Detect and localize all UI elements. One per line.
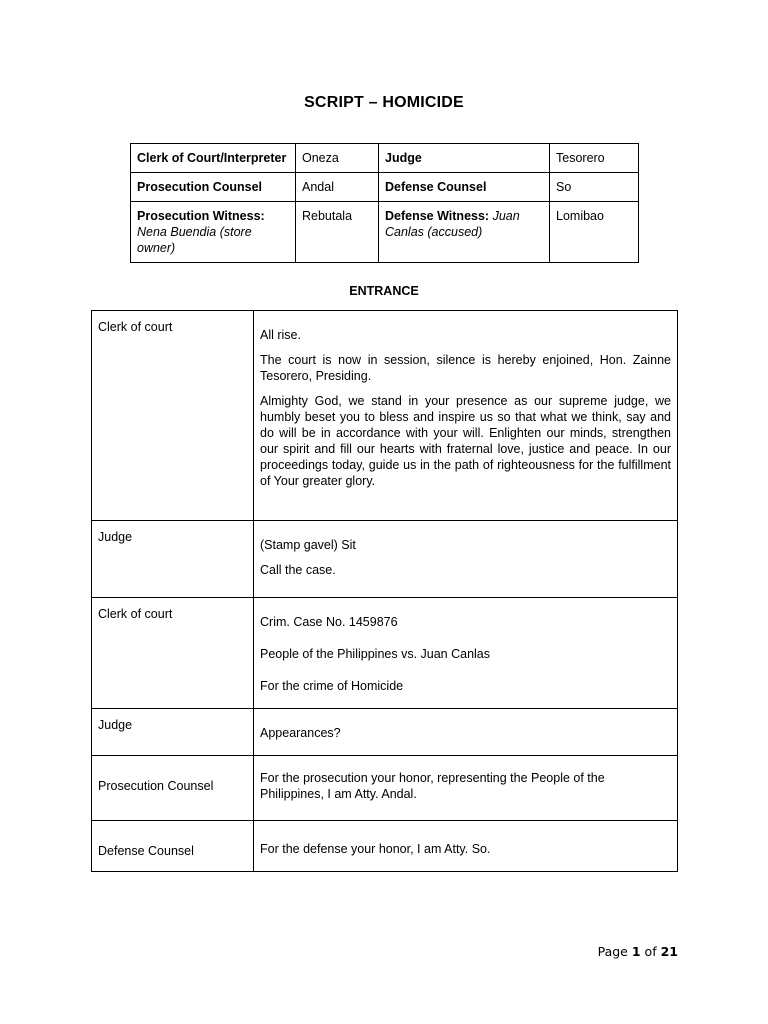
speaker-label: Prosecution Counsel: [92, 756, 254, 821]
speaker-label: Judge: [92, 521, 254, 598]
of-word: of: [644, 944, 657, 959]
cast-name: Lomibao: [550, 202, 639, 263]
speaker-label: Clerk of court: [92, 598, 254, 709]
script-row: [92, 709, 678, 756]
cast-role: Judge: [379, 144, 550, 173]
cast-role: Clerk of Court/Interpreter: [131, 144, 296, 173]
speaker-label: Judge: [92, 709, 254, 756]
script-table: [91, 310, 678, 872]
page-total: 21: [660, 944, 678, 959]
cast-role: Prosecution Witness:: [137, 209, 265, 223]
cast-role: Prosecution Counsel: [131, 173, 296, 202]
speaker-label: Clerk of court: [92, 311, 254, 521]
dialogue-line: The court is now in session, silence is hereby enjoined, Hon. Zainne Tesorero, Presiding.: [260, 353, 671, 383]
dialogue-line: For the defense your honor, I am Atty. So.: [260, 842, 491, 856]
cast-row: [131, 173, 639, 202]
script-row: [92, 311, 678, 521]
dialogue-cell: [254, 598, 678, 709]
cast-row: [131, 202, 639, 263]
cast-table: [130, 143, 639, 263]
dialogue-line: Appearances?: [260, 726, 341, 740]
cast-name: Oneza: [296, 144, 379, 173]
dialogue-line: All rise.: [260, 328, 301, 342]
dialogue-line: For the crime of Homicide: [260, 679, 404, 693]
cast-role-cell: [379, 202, 550, 263]
cast-role: Defense Witness:: [385, 209, 490, 223]
document-title: SCRIPT – HOMICIDE: [304, 94, 464, 111]
dialogue-line: Call the case.: [260, 563, 336, 577]
dialogue-line: For the prosecution your honor, representing the People of the Philippines, I am Atty. Andal.: [260, 771, 605, 801]
dialogue-line: Almighty God, we stand in your presence as our supreme judge, we humbly beset you to bless and inspire us so that what we think, say and do will be in accordance with your will. Enlighten our minds, strengthen our spirit and fill our hearts with fraternal love, justice and peace. In our proceedings today, guide us in the path of righteousness for the fulfillment of Your greater glory.: [260, 394, 671, 488]
dialogue-line: (Stamp gavel) Sit: [260, 538, 356, 552]
cast-role-cell: [131, 202, 296, 263]
section-heading: ENTRANCE: [349, 284, 419, 298]
script-row: [92, 756, 678, 821]
page-word: Page: [597, 944, 628, 959]
cast-name: Andal: [296, 173, 379, 202]
dialogue-cell: [254, 709, 678, 756]
script-row: [92, 598, 678, 709]
page-current: 1: [631, 944, 641, 959]
cast-role-character: Juan Canlas (accused): [385, 209, 520, 239]
dialogue-cell: [254, 756, 678, 821]
dialogue-cell: [254, 311, 678, 521]
dialogue-cell: [254, 821, 678, 872]
cast-row: [131, 144, 639, 173]
speaker-label: Defense Counsel: [92, 821, 254, 872]
cast-name: So: [550, 173, 639, 202]
cast-name: Tesorero: [550, 144, 639, 173]
script-row: [92, 821, 678, 872]
cast-name: Rebutala: [296, 202, 379, 263]
cast-role: Defense Counsel: [379, 173, 550, 202]
script-row: [92, 521, 678, 598]
page-number: [598, 944, 678, 959]
dialogue-cell: [254, 521, 678, 598]
dialogue-line: People of the Philippines vs. Juan Canlas: [260, 647, 491, 661]
cast-role-character: Nena Buendia (store owner): [137, 225, 252, 255]
dialogue-line: Crim. Case No. 1459876: [260, 615, 398, 629]
